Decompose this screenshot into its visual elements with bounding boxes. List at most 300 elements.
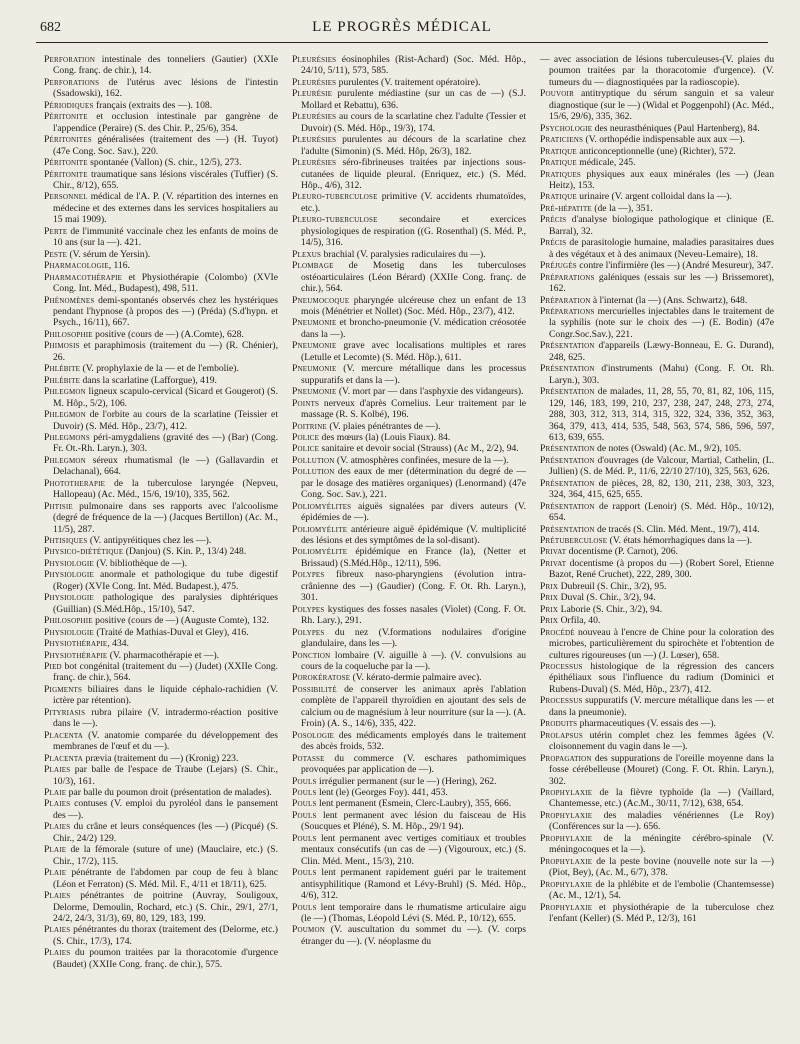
index-entry (44, 764, 278, 787)
entry-headword: Pollution (292, 454, 335, 466)
entry-text: épidémique en France (la), (Netter et Brissaud) (S.Méd.Hôp., 12/11), 596. (301, 546, 526, 569)
entry-headword: Poliomyélites (292, 500, 352, 512)
running-header (36, 16, 768, 43)
entry-text: antitryptique du sérum sanguin et sa valeur diagnostique (sur le —) (Widal et Poggenpohl) (Ac. Méd., 15/6, 29/6), 335, 362. (549, 88, 774, 123)
entry-text: physiques aux eaux minérales (les —) (Jean Heitz), 153. (549, 168, 774, 191)
entry-headword: Phlegmon (44, 409, 86, 421)
index-entry (44, 798, 278, 821)
entry-text: biliaires dans le liquide céphalo-rachidien (V. ictère par rétention). (53, 683, 278, 707)
entry-text: de l'immunité vaccinale chez les enfants de moins de 10 ans (sur la —). 421. (53, 225, 278, 249)
entry-text: par balle de l'espace de Traube (Lejars) (S. Chir., 10/3), 161. (53, 764, 278, 787)
index-entry (44, 363, 278, 374)
entry-headword: Préparations (540, 271, 595, 283)
entry-text: contre l'infirmière (les —) (André Mesureur), 347. (576, 260, 774, 272)
entry-text: des mœurs (la) (Louis Fiaux). 84. (319, 431, 451, 443)
index-entry (44, 615, 278, 626)
index-entry (540, 363, 774, 386)
entry-text: (Traité de Mathias-Duval et Gley), 416. (93, 626, 249, 638)
entry-headword: Plexus (292, 248, 322, 260)
index-entry (540, 237, 774, 260)
index-entry (540, 306, 774, 340)
entry-headword: Pouls (292, 832, 317, 844)
entry-text: rubra pilaire (V. intradermo-réaction positive dans le —). (53, 706, 278, 730)
entry-headword: Personnel (44, 191, 88, 203)
entry-text: aiguës signalées par divers auteurs (V. épidémies de —). (301, 500, 526, 524)
index-entry (540, 524, 774, 535)
entry-headword: Présentation (540, 500, 595, 512)
entry-headword: Propagation (540, 752, 592, 764)
entry-headword: Plaies (44, 798, 71, 810)
entry-headword: Péritonite (44, 157, 88, 169)
entry-text: (V. pharmacothérapie et —). (107, 649, 220, 661)
entry-text: suppuratifs (V. mercure métallique dans les — et dans la pneumonie). (549, 695, 774, 718)
index-entry (540, 879, 774, 902)
entry-text: (V. bibliothèque de —). (93, 557, 188, 569)
entry-text: secondaire et exercices physiologiques de respiration ((G. Rosenthal) (S. Méd. P., 14/5), 316. (301, 214, 526, 249)
entry-headword: Pneumonie (292, 340, 337, 352)
entry-text: du crâne et leurs conséquences (les —) (Picqué) (S. Chir., 24/2) 129. (53, 821, 278, 844)
index-entry (292, 191, 526, 214)
entry-headword: Pollution (292, 466, 335, 478)
entry-headword: Présentation (540, 454, 595, 466)
entry-text: de la peste bovine (nouvelle note sur la —) (Piot, Bey), (Ac. M., 6/7), 378. (549, 855, 774, 879)
entry-headword: Péritonite (44, 111, 88, 123)
entry-text: purulente médiastine (sur un cas de —) (S.J. Mollard et Rebattu), 636. (301, 88, 526, 111)
index-entry (540, 260, 774, 271)
entry-text: traumatique sans lésions viscérales (Tuffier) (S. Chir., 8/12), 655. (53, 168, 278, 191)
entry-headword: Prophylaxie (540, 901, 593, 913)
index-entry (44, 787, 278, 798)
entry-text: de l'utérus avec lésions de l'intestin (Ssadowski), 162. (53, 76, 278, 100)
entry-headword: Prolapsus (540, 729, 583, 741)
entry-headword: Pied (44, 661, 62, 673)
page-number: 682 (40, 20, 61, 35)
entry-text: de la tuberculose laryngée (Nepveu, Hallopeau) (Ac. Méd., 15/6, 19/10), 335, 562. (53, 477, 278, 501)
index-entry (292, 867, 526, 901)
index-entry (540, 169, 774, 192)
entry-text: (V. plaies pénétrantes de —). (326, 420, 441, 432)
entry-headword: Poitrine (292, 420, 327, 432)
entry-headword: Pratique (540, 191, 577, 203)
entry-headword: Plaies (44, 890, 71, 902)
entry-headword: Phénomènes (44, 294, 95, 306)
entry-text: (V. mort par — dans l'asphyxie des vidangeurs). (336, 386, 524, 398)
index-entry (292, 466, 526, 500)
index-entry (292, 157, 526, 191)
entry-headword: Pigments (44, 683, 83, 695)
index-entry (540, 123, 774, 134)
entry-text: des neurasthéniques (Paul Hartenberg), 84. (592, 122, 760, 134)
index-entry (540, 581, 774, 592)
entry-headword: Posologie (292, 729, 335, 741)
entry-text: fibreux naso-pharyngiens (évolution intra-crânienne des —) (Gaudier) (Cong. F. Ot. Rh. Laryn.), 301. (301, 569, 526, 604)
entry-headword: Physiologie (44, 569, 94, 581)
entry-text: docentisme (à propos du —) (Robert Sorel, Etienne Bazot, René Cruchet), 222, 289, 300. (549, 557, 774, 581)
entry-headword: Philosophie (44, 328, 93, 340)
index-entry (540, 340, 774, 363)
index-entry (292, 421, 526, 432)
entry-headword: Pneumocoque (292, 294, 350, 306)
entry-headword: Poliomyélite (292, 546, 348, 558)
entry-text: de Mosetig dans les tuberculoses ostéoarticulaires (Léon Bérard) (XXIIe Cong. franç. de chir.), 564. (301, 260, 526, 295)
entry-text: docentisme (P. Carnot), 206. (566, 546, 678, 558)
entry-headword: Placenta (44, 752, 84, 764)
entry-headword: Précis (540, 214, 567, 226)
entry-headword: Pratique (540, 157, 577, 169)
index-entry (292, 672, 526, 683)
entry-text: lent permanent rapidement guéri par le traitement antisyphilitique (Ramond et Lévy-Bruhl) (S. Méd. Hôp., 4/6), 312. (301, 867, 526, 902)
entry-text: et occlusion intestinale par gangrène de l'appendice (Peraire) (S. des Chir. P., 25/6), 354. (53, 111, 278, 134)
entry-text: de la méningite cérébro-spinale (V. méningocoques et la —). (549, 832, 774, 856)
entry-headword: Points (292, 397, 320, 409)
index-entry (292, 317, 526, 340)
index-entry (44, 111, 278, 134)
entry-headword: Phimosis (44, 340, 80, 352)
entry-text: brachial (V. paralysies radiculaires du —). (321, 248, 486, 260)
entry-text: ligneux scapulo-cervical (Sicard et Gougerot) (S. M. Hôp., 5/2), 106. (53, 386, 278, 409)
index-entry (540, 191, 774, 202)
entry-headword: Phototherapie (44, 477, 106, 489)
entry-headword: Polypes (292, 603, 325, 615)
entry-text: de pièces, 28, 82, 130, 211, 238, 303, 323, 324, 364, 415, 625, 655. (549, 477, 774, 501)
index-entry (292, 776, 526, 787)
index-entry (292, 650, 526, 673)
entry-text: , 116. (108, 260, 130, 272)
index-entry (292, 443, 526, 454)
index-entry (540, 661, 774, 695)
entry-headword: Porokératose (292, 672, 351, 684)
entry-text: demi-spontanés observés chez les hystériques pendant l'hypnose (à propos des —) (Préda) (S.d'hypn. et Psych., 16/11), 667. (53, 294, 278, 329)
index-entry (44, 375, 278, 386)
entry-headword: Pleurésies (292, 134, 337, 146)
entry-text: primitive (V. accidents rhumatoïdes, etc.). (301, 191, 526, 214)
entry-text: prævia (traitement du —) (Kronig) 223. (83, 752, 239, 764)
index-entry (44, 478, 278, 501)
entry-text: de malades, 11, 28, 55, 70, 81, 82, 106, 115, 129, 146, 183, 199, 210, 237, 238, 247, 248, 273, 274, 288, 303, 312, 313, 314, 315, 322, 324, 336, 352, 363, 364, 379, 413, 414, 535, 548, 563, 574, 586, 596, 597, 613, 639, 655. (549, 386, 774, 443)
entry-text: anormale et pathologique du tube digestif (Roger) (XVIe Cong. Int. Méd. Budapest.), 475. (53, 569, 278, 592)
index-entry (292, 363, 526, 386)
entry-text: histologique de la régression des cancers épithéliaux sous l'influence du radium (Dominici et Rubens-Duval) (S. Méd, Hôp., 23/7), 412. (549, 661, 774, 695)
index-entry (44, 627, 278, 638)
entry-text: par balle du poumon droit (présentation de malades). (66, 787, 272, 798)
index-entry (540, 455, 774, 478)
entry-text: de rapport (Lenoir) (S. Méd. Hôp., 10/12), 654. (549, 500, 774, 524)
index-entry (540, 730, 774, 753)
index-entry (540, 157, 774, 168)
entry-text: pulmonaire dans ses rapports avec l'alcoolisme (degré de fréquence de la —) (Jacques Bertillon) (Ac. M., 11/5), 287. (53, 500, 278, 535)
index-entry (292, 249, 526, 260)
index-entry (540, 134, 774, 145)
entry-text: kystiques des fosses nasales (Violet) (Cong. F. Ot. Rh. Lary.), 291. (301, 603, 526, 627)
index-entry (540, 902, 774, 925)
entry-headword: Placenta (44, 729, 84, 741)
entry-text: des maladies vénériennes (Le Roy) (Conférences sur la —). 656. (549, 809, 774, 833)
entry-text: séreux rhumatismal (le —) (Gallavardin et Delachanal), 664. (53, 454, 278, 478)
entry-text: utérin complet chez les femmes âgées (V. cloisonnement du vagin dans le —). (549, 729, 774, 753)
index-entry (540, 810, 774, 833)
index-entry (44, 249, 278, 260)
entry-text: séro-fibrineuses traitées par injections sous-cutanées de liquide pleural. (Enriquez, etc.) (S. Méd. Hôp., 4/6), 312. (301, 157, 526, 191)
index-entry (292, 260, 526, 294)
entry-headword: Pouls (292, 787, 317, 798)
index-entry (292, 501, 526, 524)
index-entry (44, 558, 278, 569)
entry-text: pénétrante de l'abdomen par coup de feu à blanc (Léon et Ferraton) (S. Méd. Mil. F., 4/11 et 18/11), 625. (53, 867, 278, 890)
index-entry (292, 77, 526, 88)
entry-headword: Plaie (44, 787, 67, 798)
index-entry (292, 455, 526, 466)
entry-headword: Plaie (44, 867, 67, 879)
entry-text: éosinophiles (Rist-Achard) (Soc. Méd. Hôp., 24/10, 5/11), 573, 585. (301, 54, 526, 77)
entry-headword: Préjugés (540, 260, 577, 272)
index-entry (44, 455, 278, 478)
entry-text: généralisées (traitement des —) (H. Tuyot) (47e Cong. Soc. Sav.), 220. (53, 134, 278, 157)
entry-text: du nez (V.formations nodulaires d'origine glandulaire, dans les —). (301, 626, 526, 650)
entry-headword: Prophylaxie (540, 878, 593, 890)
entry-text: lent permanent avec vertiges comitiaux et troubles mentaux consécutifs (un cas de —) (Vigouroux, etc.) (S. Clin. Méd. Ment., 15/3), 210. (301, 832, 526, 867)
index-entry (292, 569, 526, 603)
entry-text: grave avec localisations multiples et rares (Letulle et Lecomte) (S. Méd. Hôp.), 611. (301, 340, 526, 363)
entry-text: (V. atmosphères confinées, mesure de la —). (334, 454, 509, 466)
index-entry (44, 134, 278, 157)
index-entry (44, 169, 278, 192)
entry-text: (V. kérato-dermie palmaire avec). (350, 672, 482, 684)
entry-headword: Perforation (44, 54, 96, 65)
entry-headword: Phlegmons (44, 431, 91, 443)
entry-text: de la phlébite et de l'embolie (Chantemsesse) (Ac. M., 12/1), 54. (549, 878, 774, 902)
entry-headword: Présentation (540, 523, 595, 535)
index-entry (44, 272, 278, 295)
entry-text: (Danjou) (S. Kin. P., 13/4) 248. (123, 546, 247, 558)
entry-text: spontanée (Vallon) (S. chir., 12/5), 273. (87, 157, 242, 169)
index-entry (44, 157, 278, 168)
entry-headword: Polypes (292, 626, 325, 638)
entry-headword: Présentation (540, 443, 595, 455)
entry-headword: Péritonite (44, 168, 88, 180)
entry-text: (V. mercure métallique dans les processus suppuratifs et dans la —). (301, 363, 526, 386)
index-entry (292, 798, 526, 809)
entry-headword: Physiologie (44, 557, 94, 569)
entry-headword: Pityriasis (44, 706, 86, 718)
entry-text: lent permanent avec lésion du faisceau de His (Soucques et Pléné), S. M. Hôp., 29/1 94). (301, 809, 526, 833)
entry-text: urinaire (V. argent colloidal dans la —). (576, 191, 732, 203)
index-entry (540, 146, 774, 157)
entry-headword: Phlegmon (44, 386, 86, 398)
entry-text: du commerce (V. eschares pathomimiques provoquées par application de —). (301, 752, 526, 776)
index-entry (292, 214, 526, 248)
entry-headword: Préparation (540, 294, 591, 306)
index-entry (44, 592, 278, 615)
index-entry (540, 295, 774, 306)
index-columns (44, 54, 774, 1036)
entry-text: de l'orbite au cours de la scarlatine (Teissier et Duvoir) (S. Méd. Hôp., 23/7), 412. (53, 409, 278, 432)
entry-text: péri-amygdaliens (gravité des —) (Bar) (Cong. Fr. Ot.-Rh. Laryn.), 303. (53, 431, 278, 455)
index-entry (292, 386, 526, 397)
entry-text: français (extraits des —). 108. (93, 99, 213, 111)
index-entry (540, 386, 774, 443)
entry-headword: Pouls (292, 809, 317, 821)
index-entry (44, 924, 278, 947)
entry-text: (de la —), 351. (591, 202, 653, 214)
index-entry (44, 890, 278, 924)
index-entry (44, 638, 278, 649)
entry-headword: Procédé (540, 626, 575, 638)
index-entry (44, 77, 278, 100)
entry-headword: Physico-diététique (44, 546, 124, 558)
entry-headword: Phlébite (44, 363, 81, 375)
index-entry (44, 730, 278, 753)
entry-headword: Phtisiques (44, 535, 88, 547)
entry-text: lent (le) (Georges Foy). 441, 453. (316, 787, 448, 798)
entry-text: au cours de la scarlatine chez l'adulte (Tessier et Duvoir) (S. Méd. Hôp., 19/3), 174. (301, 111, 526, 134)
entry-text: (V. états hémorrhagiques dans la —). (607, 535, 753, 547)
entry-text: et Physiothérapie (Colombo) (XVIe Cong. Int. Méd., Budapest), 498, 511. (53, 271, 278, 295)
entry-headword: Présentation (540, 340, 595, 352)
entry-headword: Pouls (292, 798, 317, 810)
entry-headword: Prix (540, 580, 559, 592)
entry-headword: Plaies (44, 947, 71, 959)
entry-headword: Précis (540, 237, 567, 249)
entry-headword: Plaie (44, 844, 67, 856)
index-entry (44, 661, 278, 684)
journal-title: LE PROGRÈS MÉDICAL (312, 19, 492, 35)
entry-headword: Prix (540, 603, 559, 615)
entry-headword: Police (292, 431, 320, 443)
index-entry (292, 134, 526, 157)
entry-text: d'instruments (Mahu) (Cong. F. Ot. Rh. Laryn.), 303. (549, 363, 774, 386)
index-entry (292, 627, 526, 650)
entry-headword: Prophylaxie (540, 787, 593, 798)
entry-text: pénétrantes de poitrine (Auvray, Souligoux, Delorme, Demoulin, Rochard, etc.) (S. Chir., 29/1, 27/1, 24/2, 24/3, 31/3), 69, 80, 129, 183, 199. (53, 890, 278, 924)
index-entry (540, 615, 774, 626)
entry-text: médical de l'A. P. (V. répartition des internes en médecine et des externes dans les services hospitaliers au 15 mai 1909). (53, 191, 278, 226)
index-entry (44, 386, 278, 409)
index-entry (292, 340, 526, 363)
entry-text: purulentes (V. traitement opératoire). (336, 76, 481, 88)
entry-headword: Prophylaxie (540, 809, 593, 821)
entry-text: (V. sérum de Yersin). (67, 248, 151, 260)
index-entry (292, 524, 526, 547)
entry-headword: Physiothérapie (44, 649, 108, 661)
index-entry (540, 753, 774, 787)
entry-text: galéniques (essais sur les —) Brissemoret), 162. (549, 271, 774, 295)
index-entry (292, 295, 526, 318)
index-entry (44, 707, 278, 730)
index-entry (44, 753, 278, 764)
entry-headword: Pleurésies (292, 76, 337, 88)
entry-text: et physiothérapie de la tuberculose chez l'enfant (Keller) (S. Méd P., 12/3), 161 (549, 901, 774, 924)
entry-headword: Polypes (292, 569, 325, 581)
entry-headword: Pouls (292, 867, 317, 879)
entry-headword: Pouvoir (540, 88, 574, 100)
index-entry (540, 592, 774, 603)
entry-headword: Phtisie (44, 500, 73, 512)
entry-text: intestinale des tonneliers (Gautier) (XXIe Cong. franç. de chir.), 14. (53, 54, 278, 77)
entry-text: Laborie (S. Chir., 3/2), 94. (558, 603, 663, 615)
entry-headword: Pleurésie (292, 88, 333, 100)
entry-headword: Police (292, 443, 320, 455)
entry-text: d'ouvrages (de Valcour, Martial, Cathelin, (L. Jullien) (S. de Méd. P., 11/6, 22/10 27/10), 325, 563, 626. (549, 454, 774, 478)
index-entry (44, 295, 278, 329)
entry-text: d'appareils (Læwy-Bonneau, E. G. Durand), 248, 625. (549, 340, 774, 363)
entry-headword: Privat (540, 557, 567, 569)
entry-headword: Présentation (540, 363, 595, 375)
entry-text: et broncho-pneumonie (V. médication créosotée dans la —). (301, 317, 526, 340)
index-entry (44, 260, 278, 271)
entry-headword: Plaies (44, 764, 71, 776)
entry-headword: Prophylaxie (540, 855, 593, 867)
index-entry (44, 535, 278, 546)
index-entry (44, 340, 278, 363)
entry-text: purulentes au décours de la scarlatine chez l'adulte (Simonin) (S. Méd. Hôp, 26/3), 182. (301, 134, 526, 157)
index-entry (44, 432, 278, 455)
entry-text: (V. prophylaxie de la — et de l'embolie). (80, 363, 239, 375)
entry-headword: Pleurésies (292, 54, 337, 65)
entry-headword: Pharmacologie (44, 260, 109, 272)
index-entry (540, 833, 774, 856)
entry-headword: Physiologie (44, 626, 94, 638)
entry-text: et paraphimosis (traitement du —) (R. Chénier), 26. (53, 340, 278, 363)
index-entry (292, 111, 526, 134)
index-entry (44, 501, 278, 535)
index-entry (44, 546, 278, 557)
entry-text: des suppurations de l'oreille moyenne dans la fosse cérébelleuse (Mouret) (Cong. F. Ot. Rhin. Laryn.), 302. (549, 752, 774, 787)
entry-text: dans la scarlatine (Lafforgue), 419. (80, 374, 217, 386)
index-entry (44, 191, 278, 225)
entry-headword: Pneumonie (292, 317, 337, 329)
index-entry (292, 54, 526, 77)
index-entry (292, 924, 526, 947)
index-entry (44, 54, 278, 77)
entry-headword: Perte (44, 225, 68, 237)
entry-headword: Phlébite (44, 374, 81, 386)
index-entry (540, 695, 774, 718)
index-entry (540, 558, 774, 581)
index-entry (540, 535, 774, 546)
entry-text: Orfila, 40. (558, 615, 601, 627)
entry-headword: Périodiques (44, 99, 94, 111)
entry-headword: Physiologie (44, 592, 94, 604)
entry-text: médicale, 245. (576, 157, 636, 169)
entry-headword: Processus (540, 695, 583, 707)
index-entry (540, 718, 774, 729)
entry-headword: Pratiques (540, 168, 581, 180)
entry-headword: Pleurésies (292, 157, 337, 169)
entry-text: pharmaceutiques (V. essais des —). (577, 718, 716, 730)
entry-text: contuses (V. emploi du pyroléol dans le pansement des —). (53, 798, 278, 821)
entry-text: du poumon traitées par la thoracotomie d'urgence (Baudet) (XXIIe Cong. franç. de chir.), 575. (53, 947, 278, 970)
index-entry (44, 844, 278, 867)
entry-headword: Prix (540, 592, 559, 604)
entry-text: nouveau à l'encre de Chine pour la coloration des microbes, particulièrement du spirochète et l'obtention de cultures rigoureuses (un —) (J. Lœser), 658. (549, 626, 774, 661)
entry-text: Dubreuil (S. Chir., 3/2), 95. (558, 580, 667, 592)
entry-headword: Ponction (292, 649, 331, 661)
entry-headword: Plombage (292, 260, 334, 272)
entry-headword: Philosophie (44, 615, 93, 627)
entry-text: mercurielles injectables dans le traitement de la syphilis (note sur le choix des —) (E. Bodin) (47e Congr.Soc.Sav.), 221. (549, 305, 774, 340)
entry-headword: Pharmacothérapie (44, 271, 123, 283)
entry-text: de tracés (S. Clin. Méd. Ment., 19/7), 414. (594, 523, 760, 535)
entry-text: bot congénital (traitement du —) (Judet) (XXIIe Cong. franç. de chir.), 564. (53, 661, 278, 684)
index-entry (540, 54, 774, 88)
index-entry (540, 546, 774, 557)
entry-text: Duval (S. Chir., 3/2), 94. (558, 592, 656, 604)
entry-headword: Préparations (540, 305, 595, 317)
entry-headword: Prophylaxie (540, 832, 593, 844)
entry-headword: Pneumonie (292, 363, 337, 375)
entry-text: nerveux d'après Cornelius. Leur traitement par le massage (R. S. Kolbé), 196. (301, 397, 526, 421)
entry-text: pharyngée ulcéreuse chez un enfant de 13 mois (Ménétrier et Nollet) (Soc. Méd. Hôp., 23/7), 412. (301, 294, 526, 317)
